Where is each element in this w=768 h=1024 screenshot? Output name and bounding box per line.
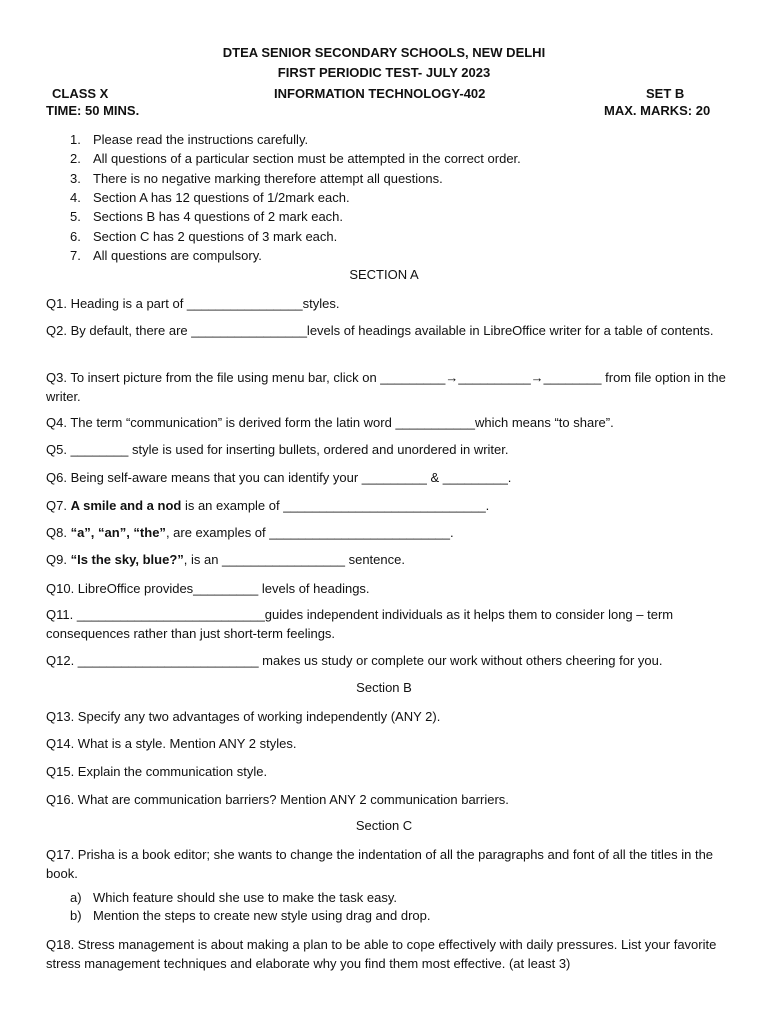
question-13: Q13. Specify any two advantages of working independently (ANY 2). <box>46 709 441 724</box>
question-2: Q2. By default, there are ________________levels of headings available in LibreOffice writer for a table of contents. <box>46 323 714 338</box>
question-14: Q14. What is a style. Mention ANY 2 styles. <box>46 736 297 751</box>
question-4: Q4. The term “communication” is derived form the latin word ___________which means “to share”. <box>46 415 614 430</box>
school-name: DTEA SENIOR SECONDARY SCHOOLS, NEW DELHI <box>222 45 546 60</box>
question-9: Q9. “Is the sky, blue?”, is an _________________ sentence. <box>46 552 405 567</box>
question-7: Q7. A smile and a nod is an example of ____________________________. <box>46 498 490 513</box>
instruction-item: 6. Section C has 2 questions of 3 mark each. <box>70 229 338 244</box>
question-10: Q10. LibreOffice provides_________ levels of headings. <box>46 581 370 596</box>
section-c-title: Section C <box>355 818 413 833</box>
instruction-item: 1. Please read the instructions carefully. <box>70 132 309 147</box>
time-label: TIME: 50 MINS. <box>46 103 140 118</box>
section-b-title: Section B <box>356 680 412 695</box>
set-label: SET B <box>646 86 685 101</box>
instruction-item: 4. Section A has 12 questions of 1/2mark each. <box>70 190 350 205</box>
instruction-item: 7. All questions are compulsory. <box>70 248 262 263</box>
question-6: Q6. Being self-aware means that you can identify your _________ & _________. <box>46 470 512 485</box>
section-a-title: SECTION A <box>349 267 419 282</box>
question-1: Q1. Heading is a part of ________________styles. <box>46 296 340 311</box>
max-marks-label: MAX. MARKS: 20 <box>604 103 711 118</box>
question-18: Q18. Stress management is about making a plan to be able to cope effectively with daily pressures. List your favorite stress management techniques and elaborate why you find them most effective. (at least 3) <box>46 937 717 971</box>
question-11: Q11. __________________________guides independent individuals as it helps them to consider long – term consequences rather than just short-term feelings. <box>46 607 674 641</box>
instruction-item: 3. There is no negative marking therefore attempt all questions. <box>70 171 443 186</box>
question-12: Q12. _________________________ makes us study or complete our work without others cheering for you. <box>46 653 663 668</box>
instruction-item: 5. Sections B has 4 questions of 2 mark each. <box>70 209 344 224</box>
question-8: Q8. “a”, “an”, “the”, are examples of _________________________. <box>46 525 454 540</box>
question-15: Q15. Explain the communication style. <box>46 764 268 779</box>
question-17: Q17. Prisha is a book editor; she wants to change the indentation of all the paragraphs and font of all the titles in the book. <box>46 847 714 881</box>
question-3: Q3. To insert picture from the file using menu bar, click on _________→__________→________ from file option in the writer. <box>46 370 726 404</box>
subject-label: INFORMATION TECHNOLOGY-402 <box>274 86 486 101</box>
sub-question-a: a) Which feature should she use to make the task easy. <box>70 890 397 905</box>
instruction-item: 2. All questions of a particular section must be attempted in the correct order. <box>70 151 521 166</box>
test-title: FIRST PERIODIC TEST- JULY 2023 <box>277 65 491 80</box>
question-16: Q16. What are communication barriers? Mention ANY 2 communication barriers. <box>46 792 509 807</box>
sub-question-b: b) Mention the steps to create new style using drag and drop. <box>70 908 431 923</box>
class-label: CLASS X <box>52 86 109 101</box>
question-5: Q5. ________ style is used for inserting bullets, ordered and unordered in writer. <box>46 442 509 457</box>
